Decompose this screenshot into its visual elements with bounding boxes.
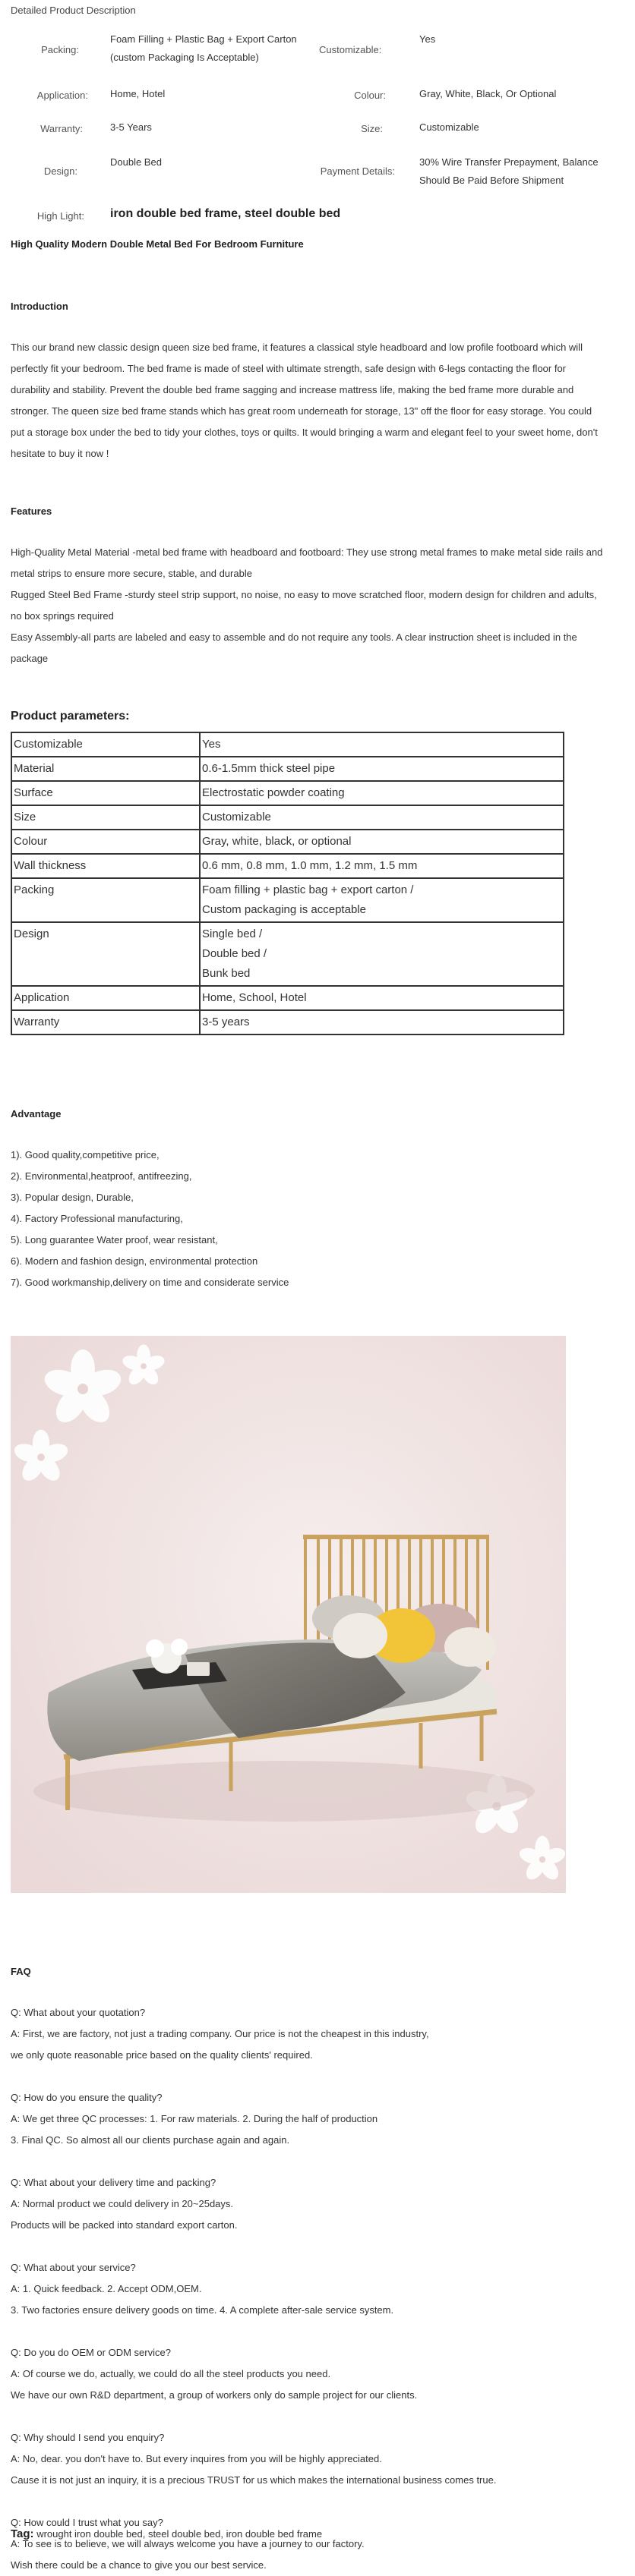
table-row [11,878,564,922]
table-row [11,732,564,757]
faq-question: Q: What about your delivery time and packing? [11,2177,216,2188]
param-key: Application [11,986,200,1010]
application-value: Home, Hotel [110,88,166,99]
list-item: 7). Good workmanship,delivery on time and considerate service [11,1277,289,1288]
packing-value-line: (custom Packaging Is Acceptable) [110,52,259,63]
faq-answer-line: 3. Two factories ensure delivery goods on time. 4. A complete after-sale service system. [11,2304,394,2316]
features-text [11,542,626,669]
param-value: Gray, white, black, or optional [200,830,564,854]
highlight-values [110,207,340,221]
introduction-line: This our brand new classic design queen size bed frame, it features a classical style headboard and low profile footboard which will [11,342,583,353]
payment-value [419,153,599,190]
param-value: Home, School, Hotel [200,986,564,1010]
introduction-line: put a storage box under the bed to tidy your clothes, toys or quilts. It would bringing a warm and elegant feel to your sweet home, don't [11,427,598,438]
param-value-line: Double bed / [202,947,267,960]
param-key: Colour [11,830,200,854]
param-value: Customizable [200,805,564,830]
table-row [11,781,564,805]
introduction-heading: Introduction [11,301,68,312]
param-value: 3-5 years [200,1010,564,1034]
payment-label: Payment Details: [320,165,395,177]
tag-link[interactable]: iron double bed frame [226,2528,323,2540]
faq-answer-line: Cause it is not just an inquiry, it is a precious TRUST for us which makes the international business comes true. [11,2474,497,2486]
introduction-text [11,337,626,464]
size-label: Size: [361,123,383,134]
faq-question: Q: What about your service? [11,2262,136,2273]
list-item: 6). Modern and fashion design, environmental protection [11,1255,258,1267]
param-key: Size [11,805,200,830]
introduction-line: durability and stability. Prevent the double bed frame sagging and increase mattress life, making the bed frame more durable and [11,384,574,395]
list-item: 4). Factory Professional manufacturing, [11,1213,183,1224]
advantage-heading: Advantage [11,1108,62,1120]
faq-question: Q: How do you ensure the quality? [11,2092,163,2103]
param-key: Surface [11,781,200,805]
tags-label: Tag: [11,2527,34,2540]
highlight-separator: , [238,207,242,220]
introduction-line: stronger. The queen size bed frame stands which has great room underneath for storage, 13" off the floor for easy storage. You could [11,405,592,417]
faq-answer-line: A: To see is to believe, we will always welcome you have a journey to our factory. [11,2538,365,2549]
faq-heading: FAQ [11,1966,31,1977]
param-value-line: Single bed / [202,927,263,940]
params-table [11,732,564,1035]
faq-list [11,2002,626,2576]
tag-link[interactable]: wrought iron double bed [36,2528,143,2540]
list-item: 5). Long guarantee Water proof, wear resistant, [11,1234,218,1245]
table-row [11,922,564,986]
tags-bar [11,2527,322,2540]
customizable-label: Customizable: [319,44,382,55]
params-heading: Product parameters: [11,710,130,723]
highlight-link[interactable]: iron double bed frame [110,207,239,220]
faq-item [11,2172,626,2236]
tag-separator: , [142,2528,146,2540]
faq-question: Q: Why should I send you enquiry? [11,2432,165,2443]
param-value [200,922,564,986]
faq-answer-line: 3. Final QC. So almost all our clients purchase again and again. [11,2134,290,2146]
packing-label: Packing: [41,44,79,55]
table-row [11,1010,564,1034]
size-value: Customizable [419,121,479,133]
faq-item [11,2512,626,2576]
colour-label: Colour: [354,90,386,101]
param-value: Electrostatic powder coating [200,781,564,805]
packing-value-line: Foam Filling + Plastic Bag + Export Carton [110,33,297,45]
param-value: Yes [200,732,564,757]
introduction-line: perfectly fit your bedroom. The bed frame is made of steel with ultimate strength, safe design with 6-legs contacting the floor for [11,363,567,374]
tag-separator: , [220,2528,223,2540]
section-title: Detailed Product Description [11,5,136,16]
faq-item [11,2257,626,2321]
design-value: Double Bed [110,156,162,168]
faq-question: Q: What about your quotation? [11,2007,146,2018]
param-value [200,878,564,922]
param-key: Warranty [11,1010,200,1034]
faq-answer-line: Products will be packed into standard export carton. [11,2219,238,2231]
packing-value [110,30,297,67]
faq-answer-line: A: Of course we do, actually, we could do all the steel products you need. [11,2368,331,2379]
features-heading: Features [11,505,52,517]
param-value: 0.6-1.5mm thick steel pipe [200,757,564,781]
features-line: package [11,653,49,664]
list-item: 3). Popular design, Durable, [11,1192,134,1203]
features-line: no box springs required [11,610,114,622]
payment-value-line: 30% Wire Transfer Prepayment, Balance [419,156,599,168]
design-label: Design: [43,165,77,177]
faq-question: Q: Do you do OEM or ODM service? [11,2347,171,2358]
faq-answer-line: A: Normal product we could delivery in 20~25days. [11,2198,234,2209]
features-line: Rugged Steel Bed Frame -sturdy steel strip support, no noise, no easy to move scratched floor, modern design for children and adults, [11,589,597,600]
product-title: High Quality Modern Double Metal Bed For Bedroom Furniture [11,238,304,250]
list-item: 1). Good quality,competitive price, [11,1149,160,1160]
param-key: Packing [11,878,200,922]
faq-item [11,2002,626,2066]
colour-value: Gray, White, Black, Or Optional [419,88,557,99]
highlight-label: High Light: [36,210,84,222]
faq-answer-line: We have our own R&D department, a group of workers only do sample project for our clients. [11,2389,418,2401]
warranty-label: Warranty: [40,123,83,134]
features-line: High-Quality Metal Material -metal bed frame with headboard and footboard: They use strong metal frames to make metal side rails and [11,546,603,558]
param-value-line: Foam filling + plastic bag + export carton / [202,883,414,896]
product-photo [11,1336,566,1893]
param-key: Material [11,757,200,781]
bed-illustration [11,1336,566,1893]
faq-item [11,2427,626,2491]
faq-item [11,2342,626,2406]
param-key: Customizable [11,732,200,757]
table-row [11,757,564,781]
param-value-line: Bunk bed [202,967,251,980]
param-key: Design [11,922,200,986]
payment-value-line: Should Be Paid Before Shipment [419,175,564,186]
features-line: metal strips to ensure more secure, stable, and durable [11,568,252,579]
introduction-line: hesitate to buy it now ! [11,448,109,459]
param-value-line: Custom packaging is acceptable [202,903,366,916]
list-item: 2). Environmental,heatproof, antifreezing, [11,1170,192,1182]
application-label: Application: [36,90,88,101]
table-row [11,986,564,1010]
warranty-value: 3-5 Years [110,121,152,133]
highlight-link[interactable]: steel double bed [244,207,341,220]
faq-answer-line: A: 1. Quick feedback. 2. Accept ODM,OEM. [11,2283,202,2294]
faq-answer-line: A: First, we are factory, not just a trading company. Our price is not the cheapest in this industry, [11,2028,429,2039]
faq-answer-line: A: We get three QC processes: 1. For raw materials. 2. During the half of production [11,2113,378,2124]
customizable-value: Yes [419,33,436,45]
param-value: 0.6 mm, 0.8 mm, 1.0 mm, 1.2 mm, 1.5 mm [200,854,564,878]
faq-answer-line: A: No, dear. you don't have to. But every inquires from you will be highly appreciated. [11,2453,382,2464]
param-key: Wall thickness [11,854,200,878]
faq-answer-line: Wish there could be a chance to give you our best service. [11,2559,267,2571]
table-row [11,854,564,878]
features-line: Easy Assembly-all parts are labeled and easy to assemble and do not require any tools. A clear instruction sheet is included in the [11,631,577,643]
faq-answer-line: we only quote reasonable price based on the quality clients' required. [11,2049,313,2061]
table-row [11,805,564,830]
faq-item [11,2087,626,2151]
advantage-list [11,1145,289,1293]
faq-question: Q: How could I trust what you say? [11,2517,163,2528]
tag-link[interactable]: steel double bed [147,2528,221,2540]
table-row [11,830,564,854]
